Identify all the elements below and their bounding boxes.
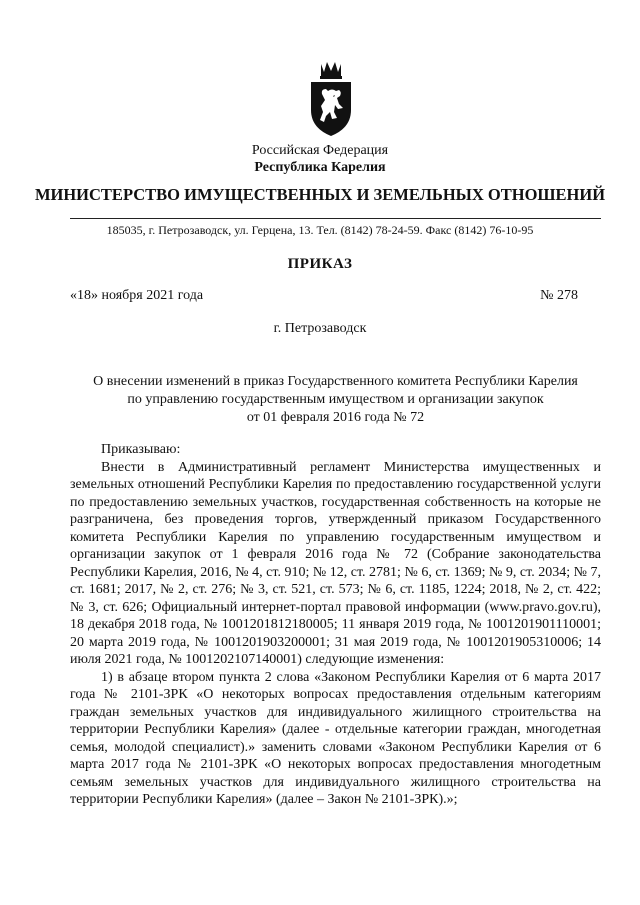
order-number: № 278 xyxy=(540,288,578,303)
order-city: г. Петрозаводск xyxy=(273,321,367,336)
order-directive: Приказываю: xyxy=(101,442,181,457)
body-paragraph: 1) в абзаце втором пункта 2 слова «Законом Республики Карелия от 6 марта 2017 года № 2101-ЗРК «О некоторых вопросах предоставления отдельным категориям граждан земельных участков для индивидуального жилищного строительства на территории Республики Карелия» (далее - отдельные категории граждан, многодетная семья, молодой специалист).» заменить словами «Законом Республики Карелия от 6 марта 2017 года № 2101-ЗРК «О некоторых вопросах предоставления многодетным семьям земельных участков для индивидуального жилищного строительства на территории Республики Карелия» (далее – Закон № 2101-ЗРК).»; xyxy=(70,669,601,807)
order-date: «18» ноября 2021 года xyxy=(70,288,204,303)
order-subject xyxy=(70,373,601,427)
subject-line: по управлению государственным имуществом и организации закупок xyxy=(127,392,544,407)
header-divider xyxy=(70,218,601,219)
order-title: ПРИКАЗ xyxy=(287,256,353,272)
country-name: Российская Федерация xyxy=(251,143,389,158)
ministry-address: 185035, г. Петрозаводск, ул. Герцена, 13. Тел. (8142) 78-24-59. Факс (8142) 76-10-95 xyxy=(106,223,534,237)
subject-line: О внесении изменений в приказ Государственного комитета Республики Карелия xyxy=(93,374,578,389)
karelia-coat-of-arms-icon xyxy=(307,60,355,138)
body-paragraph: Внести в Административный регламент Министерства имущественных и земельных отношений Республики Карелия по предоставлению государственной услуги по предоставлению земельных участков, государственная собственность на которые не разграничена, без проведения торгов, утвержденный приказом Государственного комитета Республики Карелия по управлению государственным имуществом и организации закупок от 1 февраля 2016 года № 72 (Собрание законодательства Республики Карелия, 2016, № 4, ст. 910; № 12, ст. 2781; № 6, ст. 1369; № 9, ст. 2034; № 7, ст. 1681; 2017, № 2, ст. 276; № 3, ст. 521, ст. 573; № 6, ст. 1185, 1224; 2018, № 2, ст. 422; № 3, ст. 626; Официальный интернет-портал правовой информации (www.pravo.gov.ru), 18 декабря 2018 года, № 1001201812180005; 11 января 2019 года, № 1001201901110001; 20 марта 2019 года, № 1001201903200001; 31 мая 2019 года, № 1001201905310006; 14 июля 2021 года, № 1001202107140001) следующие изменения: xyxy=(70,459,601,667)
republic-name: Республика Карелия xyxy=(254,160,386,175)
order-body xyxy=(70,441,601,809)
ministry-name: МИНИСТЕРСТВО ИМУЩЕСТВЕННЫХ И ЗЕМЕЛЬНЫХ ОТНОШЕНИЙ xyxy=(34,185,606,204)
subject-line: от 01 февраля 2016 года № 72 xyxy=(246,410,425,425)
